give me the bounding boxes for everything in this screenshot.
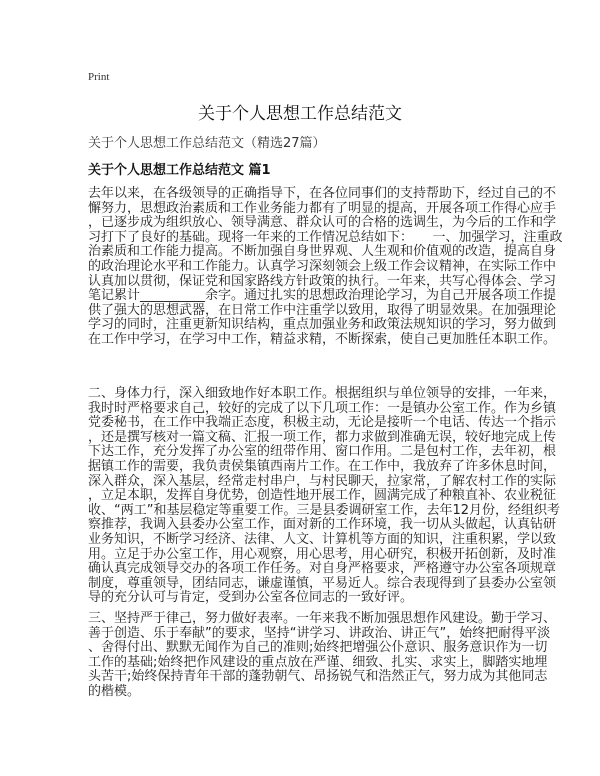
text-line: 供了强大的思想武器，在日常工作中注重学以致用，取得了明显效果。在加强理论: [88, 302, 557, 318]
text-line: 的政治理论水平和工作能力。认真学习深刻领会上级工作会议精神，在实际工作中: [88, 258, 557, 274]
document-title: 关于个人思想工作总结范文: [198, 104, 402, 124]
text-line: 认真加以贯彻，保证党和国家路线方针政策的执行。一年来，共写心得体会、学习: [88, 273, 557, 289]
text-line: 深入群众，深入基层，经常走村串户，与村民聊天，拉家常，了解农村工作的实际: [88, 473, 557, 489]
text-line: 党委秘书，在工作中我端正态度，积极主动，无论是接听一个电话、传达一个指示: [88, 415, 557, 431]
text-line: 去年以来，在各级领导的正确指导下，在各位同事们的支持帮助下，经过自己的不: [88, 186, 557, 201]
print-link[interactable]: Print: [88, 71, 110, 83]
text-line: 收、“两工”和基层稳定等重要工作。三是县委调研室工作，去年12月份，经组织考: [88, 502, 561, 518]
text-line: 用。立足于办公室工作，用心观察，用心思考，用心研究，积极开拓创新，及时准: [88, 546, 557, 562]
text-line: ，已逐步成为组织放心、领导满意、群众认可的合格的选调生，为今后的工作和学: [88, 215, 557, 231]
text-line: 工作的基础;始终把作风建设的重点放在严谨、细致、扎实、求实上，脚踏实地埋: [88, 654, 548, 670]
text-line: ，立足本职，发挥自身优势，创造性地开展工作，圆满完成了种粮直补、农业税征: [88, 488, 557, 504]
paragraph-1: [88, 186, 563, 348]
paragraph-2: [88, 386, 561, 606]
text-line: 业务知识，不断学习经济、法律、人文、计算机等方面的知识，注重积累，学以致: [88, 531, 557, 547]
text-line: 治素质和工作能力提高。不断加强自身世界观、人生观和价值观的改造，提高自身: [88, 244, 557, 260]
document-subtitle: 关于个人思想工作总结范文（精选27篇）: [88, 136, 326, 151]
text-line: 习打下了良好的基础。现将一年来的工作情况总结如下： 一、加强学习，注重政: [88, 229, 563, 245]
text-line: 我时时严格要求自己，较好的完成了以下几项工作：一是镇办公室工作。作为乡镇: [88, 400, 557, 416]
text-line: 头苦干;始终保持青年干部的蓬勃朝气、昂扬锐气和浩然正气，努力成为其他同志: [88, 669, 548, 685]
text-line: 懈努力，思想政治素质和工作业务能力都有了明显的提高，开展各项工作得心应手: [88, 200, 557, 216]
text-line: 制度，尊重领导，团结同志，谦虚谨慎，平易近人。综合表现得到了县委办公室领: [88, 575, 557, 591]
text-line: 笔记累计__________余字。通过扎实的思想政治理论学习，为自己开展各项工作提: [88, 288, 557, 304]
text-line: 、舍得付出、默默无闻作为自己的准则;始终把增强公仆意识、服务意识作为一切: [88, 640, 548, 656]
text-line: 学习的同时，注重更新知识结构，重点加强业务和政策法规知识的学习，努力做到: [88, 317, 557, 333]
section-heading: 关于个人思想工作总结范文 篇1: [88, 163, 271, 178]
text-line: ，还是撰写核对一篇文稿、汇报一项工作，都力求做到准确无误，较好地完成上传: [88, 429, 557, 445]
text-line: 二、身体力行，深入细致地作好本职工作。根据组织与单位领导的安排，一年来，: [88, 386, 557, 401]
text-line: 的楷模。: [88, 683, 141, 699]
text-line: 下达工作，充分发挥了办公室的纽带作用、窗口作用。二是包村工作，去年初，根: [88, 444, 557, 460]
paragraph-3: [88, 611, 557, 700]
text-line: 确认真完成领导交办的各项工作任务。对自身严格要求，严格遵守办公室各项规章: [88, 561, 557, 577]
text-line: 察推荐，我调入县委办公室工作，面对新的工作环境，我一切从头做起，认真钻研: [88, 517, 557, 533]
text-line: 三、坚持严于律己，努力做好表率。一年来我不断加强思想作风建设。勤于学习、: [88, 611, 557, 626]
text-line: 导的充分认可与肯定，受到办公室各位同志的一致好评。: [88, 590, 414, 606]
text-line: 据镇工作的需要，我负责侯集镇西南片工作。在工作中，我放弃了许多休息时间，: [88, 458, 557, 474]
text-line: 在工作中学习，在学习中工作，精益求精，不断探索，使自己更加胜任本职工作。: [88, 331, 557, 347]
text-line: 善于创造、乐于奉献”的要求，坚持“讲学习、讲政治、讲正气”，始终把耐得平淡: [88, 625, 551, 641]
